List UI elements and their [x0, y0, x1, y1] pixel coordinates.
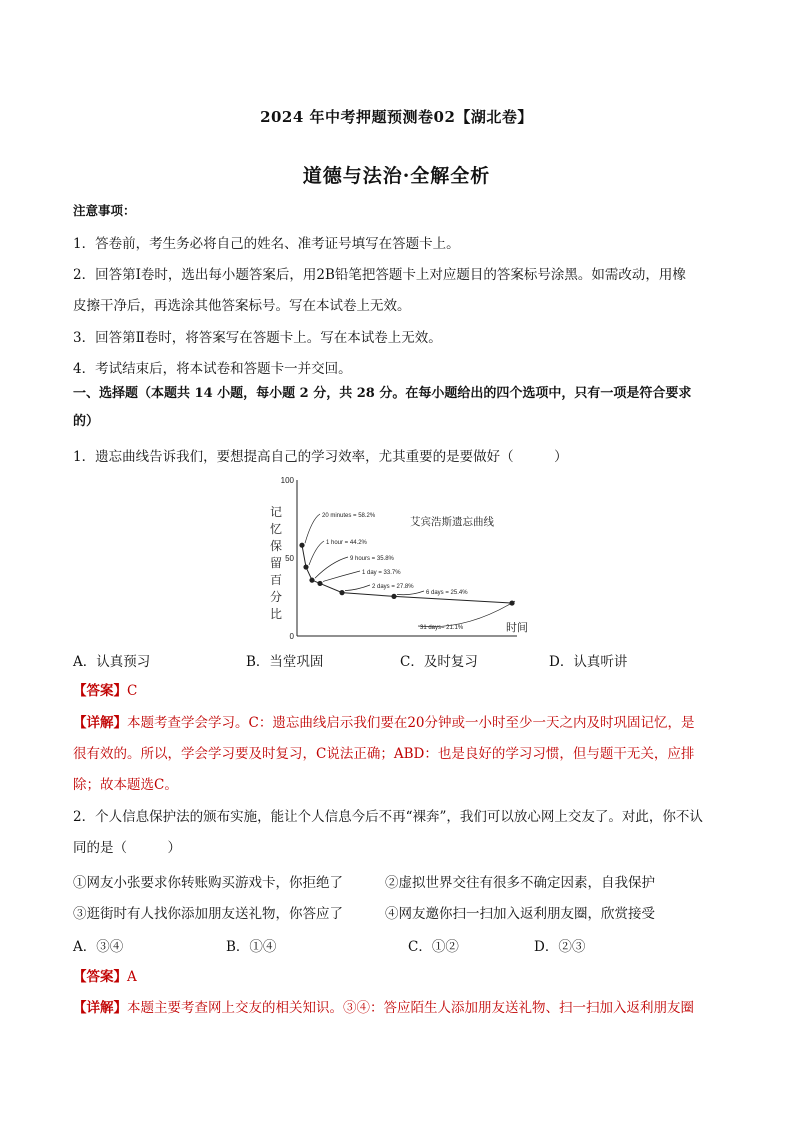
note-item-3: 3．回答第Ⅱ卷时，将答案写在答题卡上。写在本试卷上无效。: [73, 330, 442, 346]
question-2-stem-cont: 同的是（ ）: [73, 840, 181, 856]
data-point: [391, 594, 396, 599]
y-axis-label: [270, 505, 282, 621]
detail-label: 【详解】: [73, 1000, 127, 1016]
forgetting-curve-chart: [262, 470, 532, 645]
q2-answer: [73, 967, 723, 987]
y-label-char: 留: [270, 556, 283, 570]
detail-text: 本题主要考查网上交友的相关知识。③④：答应陌生人添加朋友送礼物、扫一扫加入返利朋友圈: [127, 1000, 694, 1016]
question-1-stem: 1．遗忘曲线告诉我们，要想提高自己的学习效率，尤其重要的是要做好（ ）: [73, 449, 568, 465]
label-leader: [345, 585, 370, 591]
detail-text: 本题考查学会学习。C：遗忘曲线启示我们要在20分钟或一小时至少一天之内及时巩固记忆，是: [127, 715, 695, 731]
chart-title: 艾宾浩斯遗忘曲线: [410, 516, 494, 528]
q2-option-c: C．①②: [408, 939, 459, 955]
q1-option-b: B．当堂巩固: [246, 654, 324, 670]
q2-statement-3: ③逛街时有人找你添加朋友送礼物，你答应了: [73, 906, 343, 922]
q1-option-a: A．认真预习: [73, 654, 151, 670]
answer-label: 【答案】: [73, 683, 127, 699]
q2-option-a: A．③④: [73, 939, 124, 955]
section-heading-cont: 的）: [73, 414, 100, 429]
q2-option-d: D．②③: [534, 939, 586, 955]
y-label-char: 百: [270, 573, 283, 587]
note-item-4: 4．考试结束后，将本试卷和答题卡一并交回。: [73, 361, 352, 377]
y-tick-label: 0: [289, 632, 294, 641]
data-point: [303, 564, 308, 569]
point-label: 1 hour = 44.2%: [326, 540, 367, 546]
section-heading: 一、选择题（本题共 14 小题，每小题 2 分，共 28 分。在每小题给出的四个选项中，只有一项是符合要求: [73, 386, 692, 401]
q1-detail-line-3: 除；故本题选C。: [73, 777, 178, 793]
y-label-char: 保: [270, 539, 283, 553]
answer-value: C: [127, 683, 138, 699]
label-leader: [323, 571, 360, 581]
point-label: 9 hours = 35.8%: [350, 556, 394, 562]
exam-subtitle: 道德与法治·全解全析: [302, 165, 491, 187]
q1-option-c: C．及时复习: [400, 654, 478, 670]
data-point: [299, 543, 304, 548]
chart-axes: [297, 480, 517, 636]
question-2-stem: 2．个人信息保护法的颁布实施，能让个人信息今后不再“裸奔”，我们可以放心网上交友了。对此，你不认: [73, 809, 703, 825]
q2-statement-1: ①网友小张要求你转账购买游戏卡，你拒绝了: [73, 875, 343, 891]
answer-value: A: [127, 969, 137, 985]
y-label-char: 记: [270, 505, 283, 519]
exam-title: 2024 年中考押题预测卷02【湖北卷】: [260, 108, 533, 126]
y-tick-label: 50: [285, 554, 294, 563]
point-label: 20 minutes = 58.2%: [322, 513, 376, 519]
q1-detail-line-2: 很有效的。所以，学会学习要及时复习，C说法正确；ABD：也是良好的学习习惯，但与题干无关，应排: [73, 746, 695, 762]
y-label-char: 分: [270, 590, 283, 604]
data-point: [317, 581, 322, 586]
note-item-2: 2．回答第Ⅰ卷时，选出每小题答案后，用2B铅笔把答题卡上对应题目的答案标号涂黑。如需改动，用橡: [73, 267, 686, 283]
y-tick-labels: [281, 476, 295, 641]
q2-statement-2: ②虚拟世界交往有很多不确定因素，自我保护: [385, 875, 655, 891]
point-label: 1 day = 33.7%: [362, 570, 401, 576]
label-leader: [315, 557, 348, 578]
detail-label: 【详解】: [73, 715, 127, 731]
label-leader: [397, 591, 424, 595]
y-label-char: 比: [270, 607, 283, 621]
q1-detail-line-1: [73, 713, 723, 733]
note-item-2-cont: 皮擦干净后，再选涂其他答案标号。写在本试卷上无效。: [73, 298, 411, 314]
y-tick-label: 100: [280, 476, 294, 485]
label-leader: [305, 514, 320, 543]
data-point: [339, 590, 344, 595]
curve-series: [299, 543, 514, 606]
x-axis-label: 时间: [506, 622, 528, 634]
q2-detail-line-1: [73, 998, 723, 1018]
y-label-char: 忆: [270, 522, 283, 536]
answer-label: 【答案】: [73, 969, 127, 985]
data-point: [309, 578, 314, 583]
point-label: 6 days = 25.4%: [426, 590, 468, 596]
note-item-1: 1．答卷前，考生务必将自己的姓名、准考证号填写在答题卡上。: [73, 236, 460, 252]
point-labels: [305, 513, 515, 631]
label-leader: [309, 541, 324, 565]
q2-option-b: B．①④: [226, 939, 277, 955]
q2-statement-4: ④网友邀你扫一扫加入返利朋友圈，欣赏接受: [385, 906, 655, 922]
label-leader: [418, 601, 515, 627]
q1-answer: [73, 681, 723, 701]
point-label: 2 days = 27.8%: [372, 584, 414, 590]
q1-option-d: D．认真听讲: [549, 654, 628, 670]
point-label: 31 days= 21.1%: [420, 625, 464, 631]
notes-heading: 注意事项：: [73, 203, 136, 218]
